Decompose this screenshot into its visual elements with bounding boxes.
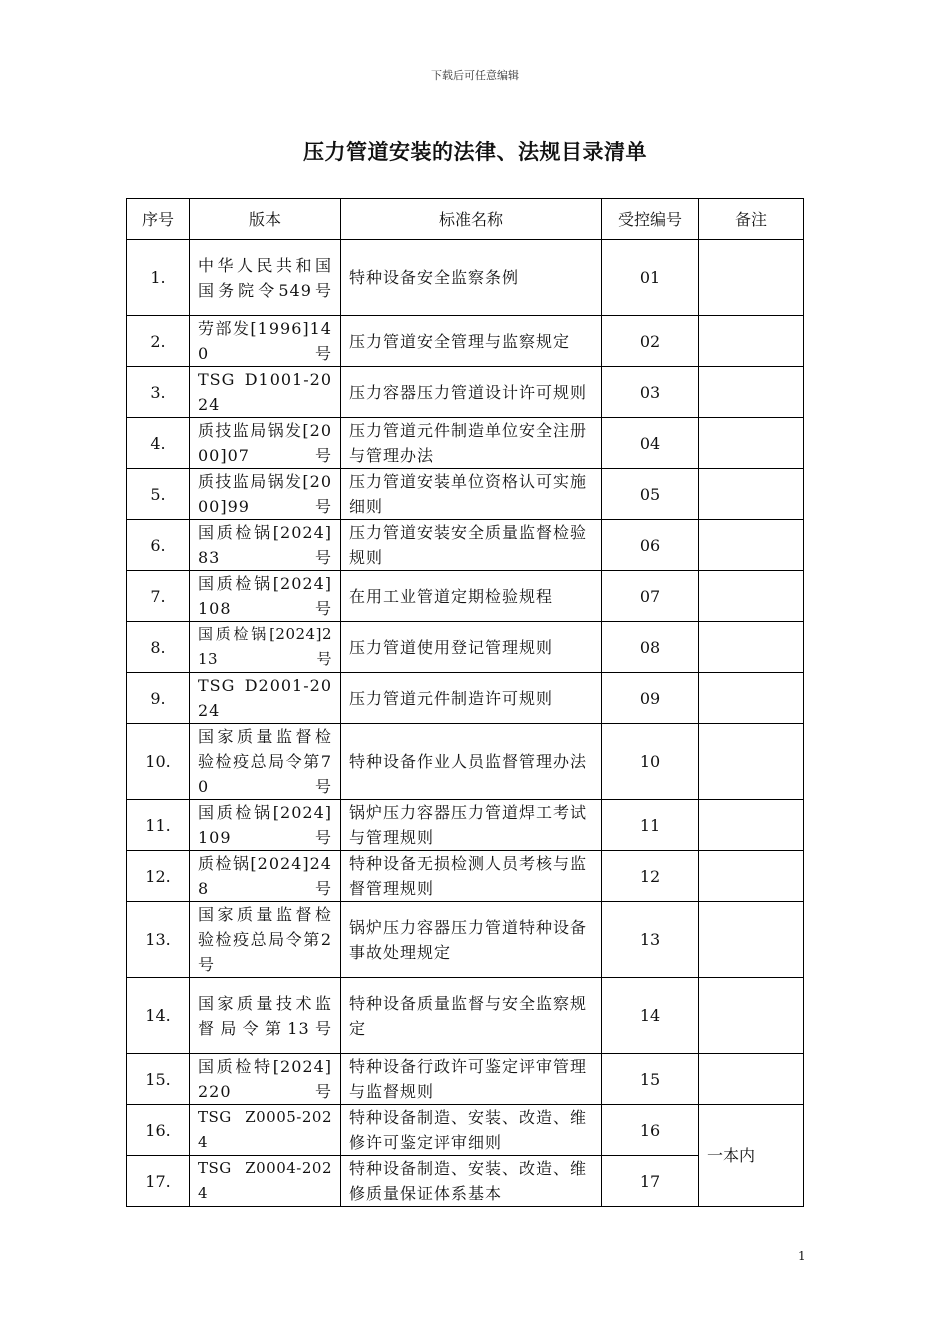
- row-remarks: 一本内: [699, 1105, 804, 1207]
- row-version: TSG D2001-2024: [190, 673, 341, 724]
- row-version: 中华人民共和国国务院令549号: [190, 240, 341, 316]
- row-standard-name: 特种设备安全监察条例: [341, 240, 602, 316]
- row-version: 国质检锅[2024]213号: [190, 622, 341, 673]
- row-version: TSG D1001-2024: [190, 367, 341, 418]
- row-standard-name: 锅炉压力容器压力管道特种设备事故处理规定: [341, 902, 602, 978]
- row-version: 国质检锅[2024]109号: [190, 800, 341, 851]
- row-remarks: [699, 240, 804, 316]
- row-standard-name: 锅炉压力容器压力管道焊工考试与管理规则: [341, 800, 602, 851]
- row-version: 质检锅[2024]248号: [190, 851, 341, 902]
- row-control-no: 08: [602, 622, 699, 673]
- page-number: 1: [798, 1249, 806, 1263]
- row-standard-name: 压力管道元件制造单位安全注册与管理办法: [341, 418, 602, 469]
- row-version: 劳部发[1996]140号: [190, 316, 341, 367]
- header-seq: 序号: [127, 199, 190, 240]
- row-version: 国质检锅[2024]83号: [190, 520, 341, 571]
- row-seq: 4.: [127, 418, 190, 469]
- row-version: 质技监局锅发[2000]99号: [190, 469, 341, 520]
- row-control-no: 06: [602, 520, 699, 571]
- row-standard-name: 特种设备制造、安装、改造、维修许可鉴定评审细则: [341, 1105, 602, 1156]
- row-control-no: 11: [602, 800, 699, 851]
- row-seq: 7.: [127, 571, 190, 622]
- row-control-no: 17: [602, 1156, 699, 1207]
- row-remarks: [699, 520, 804, 571]
- document-title: 压力管道安装的法律、法规目录清单: [303, 140, 647, 164]
- row-standard-name: 压力管道元件制造许可规则: [341, 673, 602, 724]
- row-control-no: 16: [602, 1105, 699, 1156]
- table-row: [127, 800, 804, 851]
- row-standard-name: 压力管道安装单位资格认可实施细则: [341, 469, 602, 520]
- row-remarks: [699, 316, 804, 367]
- row-version: 国质检特[2024]220号: [190, 1054, 341, 1105]
- row-standard-name: 压力管道安装安全质量监督检验规则: [341, 520, 602, 571]
- table-row: [127, 240, 804, 316]
- table-row: [127, 724, 804, 800]
- row-remarks: [699, 469, 804, 520]
- row-seq: 2.: [127, 316, 190, 367]
- row-version: TSG Z0005-2024: [190, 1105, 341, 1156]
- table-header-row: [127, 199, 804, 240]
- row-standard-name: 在用工业管道定期检验规程: [341, 571, 602, 622]
- row-seq: 17.: [127, 1156, 190, 1207]
- row-remarks: [699, 418, 804, 469]
- row-remarks: [699, 800, 804, 851]
- row-control-no: 02: [602, 316, 699, 367]
- row-remarks: [699, 978, 804, 1054]
- row-seq: 6.: [127, 520, 190, 571]
- row-control-no: 04: [602, 418, 699, 469]
- row-standard-name: 特种设备无损检测人员考核与监督管理规则: [341, 851, 602, 902]
- row-seq: 9.: [127, 673, 190, 724]
- row-remarks: [699, 571, 804, 622]
- row-control-no: 10: [602, 724, 699, 800]
- table-row: [127, 418, 804, 469]
- row-seq: 5.: [127, 469, 190, 520]
- row-seq: 16.: [127, 1105, 190, 1156]
- row-control-no: 13: [602, 902, 699, 978]
- row-seq: 15.: [127, 1054, 190, 1105]
- table-row: [127, 622, 804, 673]
- row-control-no: 14: [602, 978, 699, 1054]
- table-row: [127, 316, 804, 367]
- row-version: 国质检锅[2024]108号: [190, 571, 341, 622]
- row-seq: 10.: [127, 724, 190, 800]
- row-seq: 8.: [127, 622, 190, 673]
- row-seq: 13.: [127, 902, 190, 978]
- row-seq: 11.: [127, 800, 190, 851]
- table-row: [127, 902, 804, 978]
- row-standard-name: 特种设备行政许可鉴定评审管理与监督规则: [341, 1054, 602, 1105]
- row-standard-name: 特种设备作业人员监督管理办法: [341, 724, 602, 800]
- table-row: [127, 571, 804, 622]
- row-control-no: 15: [602, 1054, 699, 1105]
- row-control-no: 01: [602, 240, 699, 316]
- row-remarks: [699, 902, 804, 978]
- row-control-no: 09: [602, 673, 699, 724]
- row-remarks: [699, 1054, 804, 1105]
- row-seq: 1.: [127, 240, 190, 316]
- row-remarks: [699, 673, 804, 724]
- table-row: [127, 367, 804, 418]
- row-version: 国家质量监督检验检疫总局令第70号: [190, 724, 341, 800]
- row-version: TSG Z0004-2024: [190, 1156, 341, 1207]
- table-row: [127, 851, 804, 902]
- regulations-table: [126, 198, 804, 1207]
- table-row: [127, 1054, 804, 1105]
- row-seq: 12.: [127, 851, 190, 902]
- table-row: [127, 978, 804, 1054]
- page-header-note: 下载后可任意编辑: [431, 69, 519, 82]
- row-control-no: 05: [602, 469, 699, 520]
- row-version: 质技监局锅发[2000]07号: [190, 418, 341, 469]
- header-version: 版本: [190, 199, 341, 240]
- row-standard-name: 特种设备质量监督与安全监察规定: [341, 978, 602, 1054]
- row-seq: 3.: [127, 367, 190, 418]
- header-standard-name: 标准名称: [341, 199, 602, 240]
- row-control-no: 07: [602, 571, 699, 622]
- table-row: [127, 1105, 804, 1156]
- table-row: [127, 520, 804, 571]
- row-control-no: 12: [602, 851, 699, 902]
- table-row: [127, 469, 804, 520]
- row-remarks: [699, 622, 804, 673]
- row-remarks: [699, 724, 804, 800]
- row-standard-name: 压力容器压力管道设计许可规则: [341, 367, 602, 418]
- row-version: 国家质量监督检验检疫总局令第2号: [190, 902, 341, 978]
- row-seq: 14.: [127, 978, 190, 1054]
- row-control-no: 03: [602, 367, 699, 418]
- header-control-no: 受控编号: [602, 199, 699, 240]
- row-standard-name: 压力管道安全管理与监察规定: [341, 316, 602, 367]
- row-standard-name: 特种设备制造、安装、改造、维修质量保证体系基本: [341, 1156, 602, 1207]
- row-remarks: [699, 851, 804, 902]
- row-remarks: [699, 367, 804, 418]
- row-version: 国家质量技术监督局令第13号: [190, 978, 341, 1054]
- table-row: [127, 673, 804, 724]
- header-remarks: 备注: [699, 199, 804, 240]
- row-standard-name: 压力管道使用登记管理规则: [341, 622, 602, 673]
